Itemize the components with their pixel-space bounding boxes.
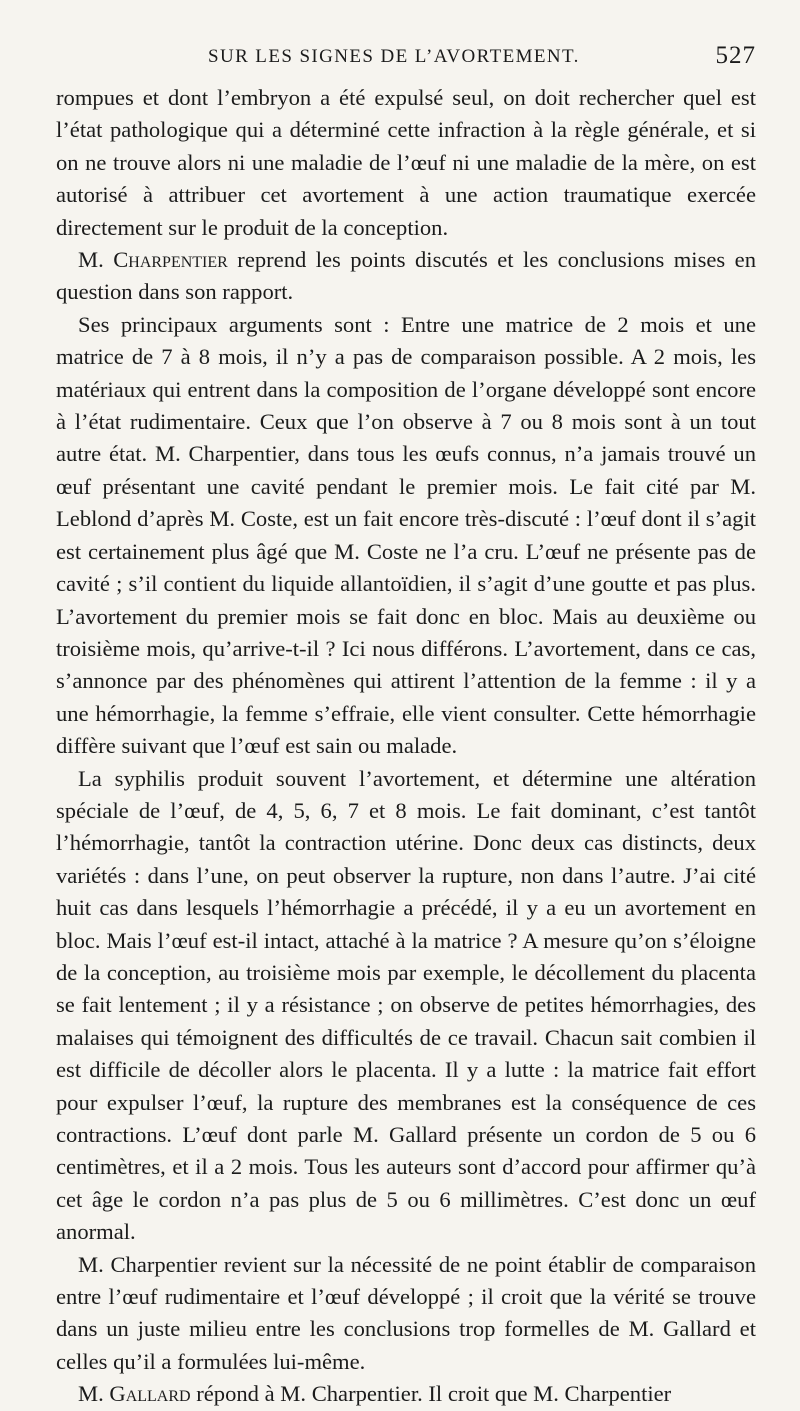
paragraph-4: La syphilis produit souvent l’avortement, et détermine une altération spéciale de l’œuf, de 4, 5, 6, 7 et 8 mois. Le fait dominant, c’est tantôt l’hémorrhagie, tantôt la contraction utérine. Donc deux cas distincts, deux variétés : dans l’une, on peut observer la rupture, non dans l’autre. J’ai cité huit cas dans lesquels l’hémorrhagie a précédé, il y a eu un avortement en bloc. Mais l’œuf est-il intact, attaché à la matrice ? A mesure qu’on s’éloigne de la conception, au troisième mois par exemple, le décollement du placenta se fait lentement ; il y a résistance ; on observe de petites hémorrhagies, des malaises qui témoignent des difficultés de ce travail. Chacun sait combien il est difficile de décoller alors le placenta. Il y a lutte : la matrice fait effort pour expulser l’œuf, la rupture des membranes est la conséquence de ces contractions. L’œuf dont parle M. Gallard présente un cordon de 5 ou 6 centimètres, et il a 2 mois. Tous les auteurs sont d’accord pour affirmer qu’à cet âge le cordon n’a pas plus de 5 ou 6 millimètres. C’est donc un œuf anormal. — [56, 765, 756, 1245]
page-header — [56, 38, 756, 82]
body-text — [56, 82, 756, 1411]
speaker-name: M. Charpentier — [78, 247, 228, 273]
running-head: SUR LES SIGNES DE L’AVORTEMENT. — [208, 46, 580, 67]
page-number: 527 — [715, 42, 756, 69]
paragraph-6 — [56, 1378, 756, 1410]
paragraph-1: rompues et dont l’embryon a été expulsé seul, on doit rechercher quel est l’état pathologique qui a déterminé cette infraction à la règle générale, et si on ne trouve alors ni une maladie de l’œuf ni une maladie de la mère, on est autorisé à attribuer cet avortement à une action traumatique exercée directement sur le produit de la conception. — [56, 85, 756, 240]
paragraph-2-text: reprend les points discutés et les conclusions mises en question dans son rapport. — [56, 247, 756, 305]
speaker-name: M. Gallard — [78, 1381, 191, 1407]
paragraph-2 — [56, 244, 756, 309]
paragraph-5: M. Charpentier revient sur la nécessité de ne point établir de comparaison entre l’œuf rudimentaire et l’œuf développé ; il croit que la vérité se trouve dans un juste milieu entre les conclusions trop formelles de M. Gallard et celles qu’il a formulées lui-même. — [56, 1251, 756, 1374]
paragraph-3: Ses principaux arguments sont : Entre une matrice de 2 mois et une matrice de 7 à 8 mois, il n’y a pas de comparaison possible. A 2 mois, les matériaux qui entrent dans la composition de l’organe développé sont encore à l’état rudimentaire. Ceux que l’on observe à 7 ou 8 mois sont à un tout autre état. M. Charpentier, dans tous les œufs connus, n’a jamais trouvé un œuf présentant une cavité pendant le premier mois. Le fait cité par M. Leblond d’après M. Coste, est un fait encore très-discuté : l’œuf dont il s’agit est certainement plus âgé que M. Coste ne l’a cru. L’œuf ne présente pas de cavité ; s’il contient du liquide allantoïdien, il s’agit d’une goutte et pas plus. L’avortement du premier mois se fait donc en bloc. Mais au deuxième ou troisième mois, qu’arrive-t-il ? Ici nous différons. L’avortement, dans ce cas, s’annonce par des phénomènes qui attirent l’attention de la femme : il y a une hémorrhagie, la femme s’effraie, elle vient consulter. Cette hémorrhagie diffère suivant que l’œuf est sain ou malade. — [56, 311, 756, 759]
paragraph-6-text: répond à M. Charpentier. Il croit que M. Charpentier — [190, 1381, 672, 1407]
